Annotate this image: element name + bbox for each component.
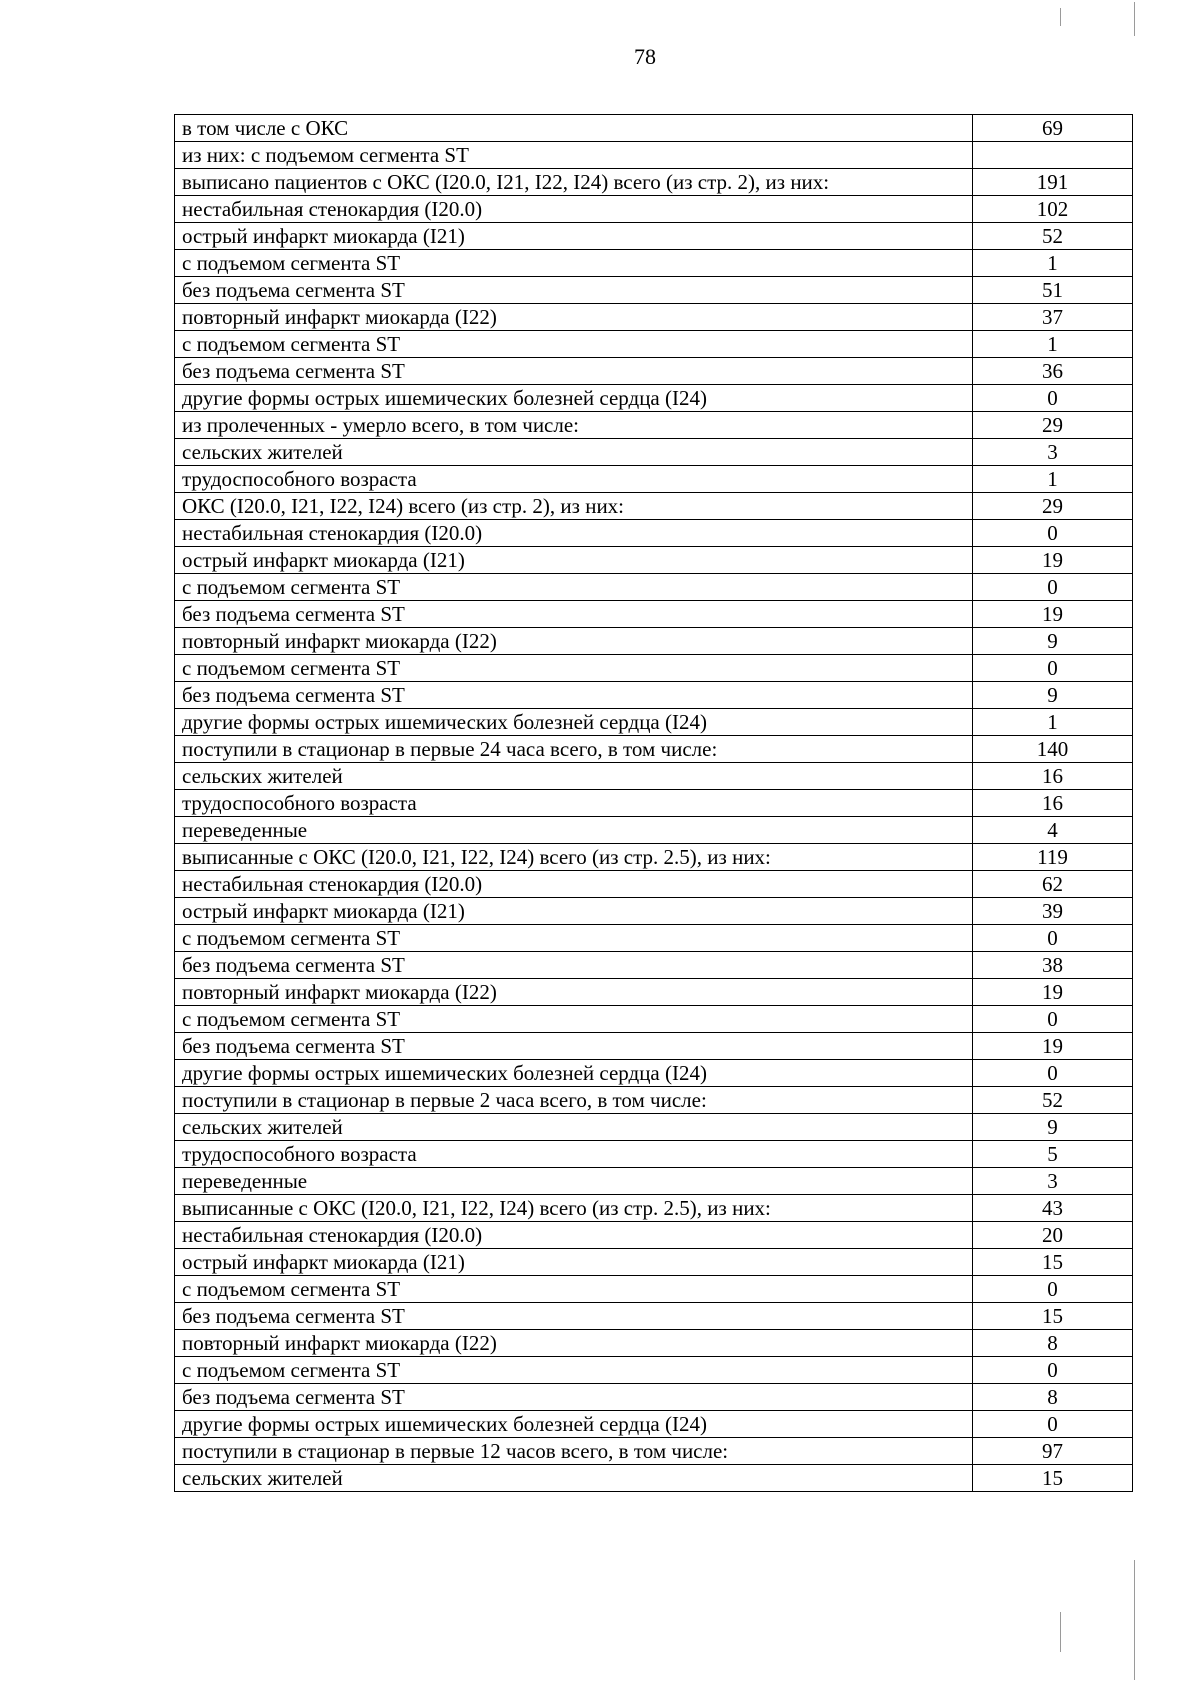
- table-row: [175, 628, 1133, 655]
- table-row: [175, 1114, 1133, 1141]
- row-label: без подъема сегмента ST: [175, 601, 973, 628]
- row-label: другие формы острых ишемических болезней сердца (I24): [175, 1060, 973, 1087]
- table-row: [175, 1087, 1133, 1114]
- row-value: 97: [973, 1438, 1133, 1465]
- row-value: 39: [973, 898, 1133, 925]
- row-label: острый инфаркт миокарда (I21): [175, 547, 973, 574]
- row-value: 19: [973, 979, 1133, 1006]
- table-row: [175, 223, 1133, 250]
- row-label: сельских жителей: [175, 1465, 973, 1492]
- row-value: 0: [973, 1060, 1133, 1087]
- table-row: [175, 1006, 1133, 1033]
- row-label: трудоспособного возраста: [175, 1141, 973, 1168]
- row-label: без подъема сегмента ST: [175, 1384, 973, 1411]
- table-row: [175, 682, 1133, 709]
- row-label: из пролеченных - умерло всего, в том числе:: [175, 412, 973, 439]
- table-row: [175, 844, 1133, 871]
- row-label: выписано пациентов с ОКС (I20.0, I21, I22, I24) всего (из стр. 2), из них:: [175, 169, 973, 196]
- table-row: [175, 412, 1133, 439]
- row-value: 16: [973, 790, 1133, 817]
- row-label: трудоспособного возраста: [175, 466, 973, 493]
- table-row: [175, 304, 1133, 331]
- row-value: 0: [973, 574, 1133, 601]
- row-value: 1: [973, 250, 1133, 277]
- table-row: [175, 1060, 1133, 1087]
- row-label: без подъема сегмента ST: [175, 952, 973, 979]
- table-row: [175, 1465, 1133, 1492]
- row-value: 0: [973, 1276, 1133, 1303]
- scan-artifact: [1060, 8, 1061, 26]
- row-value: 9: [973, 1114, 1133, 1141]
- row-label: без подъема сегмента ST: [175, 358, 973, 385]
- row-label: повторный инфаркт миокарда (I22): [175, 628, 973, 655]
- row-label: ОКС (I20.0, I21, I22, I24) всего (из стр. 2), из них:: [175, 493, 973, 520]
- table-row: [175, 898, 1133, 925]
- row-label: переведенные: [175, 817, 973, 844]
- table-row: [175, 1303, 1133, 1330]
- row-value: 52: [973, 223, 1133, 250]
- row-value: 37: [973, 304, 1133, 331]
- row-label: повторный инфаркт миокарда (I22): [175, 1330, 973, 1357]
- row-value: 0: [973, 1006, 1133, 1033]
- row-value: 20: [973, 1222, 1133, 1249]
- table-row: [175, 817, 1133, 844]
- row-value: 8: [973, 1384, 1133, 1411]
- row-label: поступили в стационар в первые 2 часа всего, в том числе:: [175, 1087, 973, 1114]
- row-value: 43: [973, 1195, 1133, 1222]
- row-value: 15: [973, 1303, 1133, 1330]
- row-value: 19: [973, 1033, 1133, 1060]
- table-row: [175, 1384, 1133, 1411]
- table-row: [175, 1033, 1133, 1060]
- table-row: [175, 574, 1133, 601]
- statistics-table: [174, 114, 1133, 1492]
- row-label: нестабильная стенокардия (I20.0): [175, 520, 973, 547]
- row-value: 3: [973, 439, 1133, 466]
- table-row: [175, 1141, 1133, 1168]
- row-label: нестабильная стенокардия (I20.0): [175, 871, 973, 898]
- row-label: в том числе с ОКС: [175, 115, 973, 142]
- table-row: [175, 763, 1133, 790]
- row-value: 69: [973, 115, 1133, 142]
- table-row: [175, 358, 1133, 385]
- table-row: [175, 385, 1133, 412]
- table-row: [175, 1222, 1133, 1249]
- row-value: 29: [973, 412, 1133, 439]
- row-value: 1: [973, 331, 1133, 358]
- row-label: острый инфаркт миокарда (I21): [175, 1249, 973, 1276]
- table-row: [175, 1249, 1133, 1276]
- table-row: [175, 979, 1133, 1006]
- row-value: 0: [973, 1357, 1133, 1384]
- row-value: 36: [973, 358, 1133, 385]
- row-value: 5: [973, 1141, 1133, 1168]
- row-value: 16: [973, 763, 1133, 790]
- scan-artifact: [1060, 1612, 1061, 1652]
- table-row: [175, 547, 1133, 574]
- row-label: из них: с подъемом сегмента ST: [175, 142, 973, 169]
- table-row: [175, 1330, 1133, 1357]
- table-row: [175, 1411, 1133, 1438]
- row-value: 102: [973, 196, 1133, 223]
- table-row: [175, 871, 1133, 898]
- row-value: 4: [973, 817, 1133, 844]
- scan-artifact: [1134, 2, 1135, 36]
- table-row: [175, 520, 1133, 547]
- table-row: [175, 250, 1133, 277]
- row-label: с подъемом сегмента ST: [175, 574, 973, 601]
- row-label: повторный инфаркт миокарда (I22): [175, 304, 973, 331]
- row-value: 15: [973, 1465, 1133, 1492]
- table-row: [175, 952, 1133, 979]
- row-label: с подъемом сегмента ST: [175, 331, 973, 358]
- row-value: 9: [973, 628, 1133, 655]
- page-number: 78: [634, 44, 656, 69]
- table-row: [175, 439, 1133, 466]
- table-row: [175, 169, 1133, 196]
- row-label: без подъема сегмента ST: [175, 682, 973, 709]
- row-label: повторный инфаркт миокарда (I22): [175, 979, 973, 1006]
- table-row: [175, 142, 1133, 169]
- row-value: 62: [973, 871, 1133, 898]
- row-label: поступили в стационар в первые 24 часа всего, в том числе:: [175, 736, 973, 763]
- row-value: 0: [973, 385, 1133, 412]
- row-label: другие формы острых ишемических болезней сердца (I24): [175, 1411, 973, 1438]
- row-label: с подъемом сегмента ST: [175, 250, 973, 277]
- table-row: [175, 736, 1133, 763]
- row-value: 19: [973, 601, 1133, 628]
- row-value: 29: [973, 493, 1133, 520]
- row-label: острый инфаркт миокарда (I21): [175, 223, 973, 250]
- table-row: [175, 790, 1133, 817]
- table-row: [175, 655, 1133, 682]
- row-value: 0: [973, 655, 1133, 682]
- row-value: 0: [973, 1411, 1133, 1438]
- table-row: [175, 331, 1133, 358]
- row-label: нестабильная стенокардия (I20.0): [175, 1222, 973, 1249]
- row-value: 9: [973, 682, 1133, 709]
- row-label: выписанные с ОКС (I20.0, I21, I22, I24) всего (из стр. 2.5), из них:: [175, 844, 973, 871]
- row-label: нестабильная стенокардия (I20.0): [175, 196, 973, 223]
- table-row: [175, 196, 1133, 223]
- table-row: [175, 277, 1133, 304]
- row-label: переведенные: [175, 1168, 973, 1195]
- row-label: с подъемом сегмента ST: [175, 1276, 973, 1303]
- table-row: [175, 1168, 1133, 1195]
- row-label: с подъемом сегмента ST: [175, 1357, 973, 1384]
- row-label: острый инфаркт миокарда (I21): [175, 898, 973, 925]
- row-value: 52: [973, 1087, 1133, 1114]
- row-label: без подъема сегмента ST: [175, 1303, 973, 1330]
- table-row: [175, 1276, 1133, 1303]
- row-value: 1: [973, 709, 1133, 736]
- table-row: [175, 1438, 1133, 1465]
- table-row: [175, 925, 1133, 952]
- row-label: без подъема сегмента ST: [175, 277, 973, 304]
- row-label: сельских жителей: [175, 763, 973, 790]
- row-value: 19: [973, 547, 1133, 574]
- table-row: [175, 493, 1133, 520]
- row-value: 1: [973, 466, 1133, 493]
- row-value: 8: [973, 1330, 1133, 1357]
- table-row: [175, 1195, 1133, 1222]
- row-value: 0: [973, 520, 1133, 547]
- row-value: 51: [973, 277, 1133, 304]
- row-label: с подъемом сегмента ST: [175, 655, 973, 682]
- row-value: 38: [973, 952, 1133, 979]
- row-label: без подъема сегмента ST: [175, 1033, 973, 1060]
- row-value: [973, 142, 1133, 169]
- row-label: поступили в стационар в первые 12 часов всего, в том числе:: [175, 1438, 973, 1465]
- row-label: сельских жителей: [175, 1114, 973, 1141]
- row-label: трудоспособного возраста: [175, 790, 973, 817]
- table-row: [175, 115, 1133, 142]
- table-row: [175, 709, 1133, 736]
- scan-artifact: [1134, 1560, 1135, 1680]
- row-label: сельских жителей: [175, 439, 973, 466]
- table-row: [175, 1357, 1133, 1384]
- row-value: 119: [973, 844, 1133, 871]
- row-value: 191: [973, 169, 1133, 196]
- row-value: 0: [973, 925, 1133, 952]
- statistics-table-body: [175, 115, 1133, 1492]
- table-row: [175, 466, 1133, 493]
- row-label: с подъемом сегмента ST: [175, 925, 973, 952]
- row-label: выписанные с ОКС (I20.0, I21, I22, I24) всего (из стр. 2.5), из них:: [175, 1195, 973, 1222]
- row-label: с подъемом сегмента ST: [175, 1006, 973, 1033]
- row-label: другие формы острых ишемических болезней сердца (I24): [175, 709, 973, 736]
- row-value: 3: [973, 1168, 1133, 1195]
- table-row: [175, 601, 1133, 628]
- row-value: 15: [973, 1249, 1133, 1276]
- row-label: другие формы острых ишемических болезней сердца (I24): [175, 385, 973, 412]
- row-value: 140: [973, 736, 1133, 763]
